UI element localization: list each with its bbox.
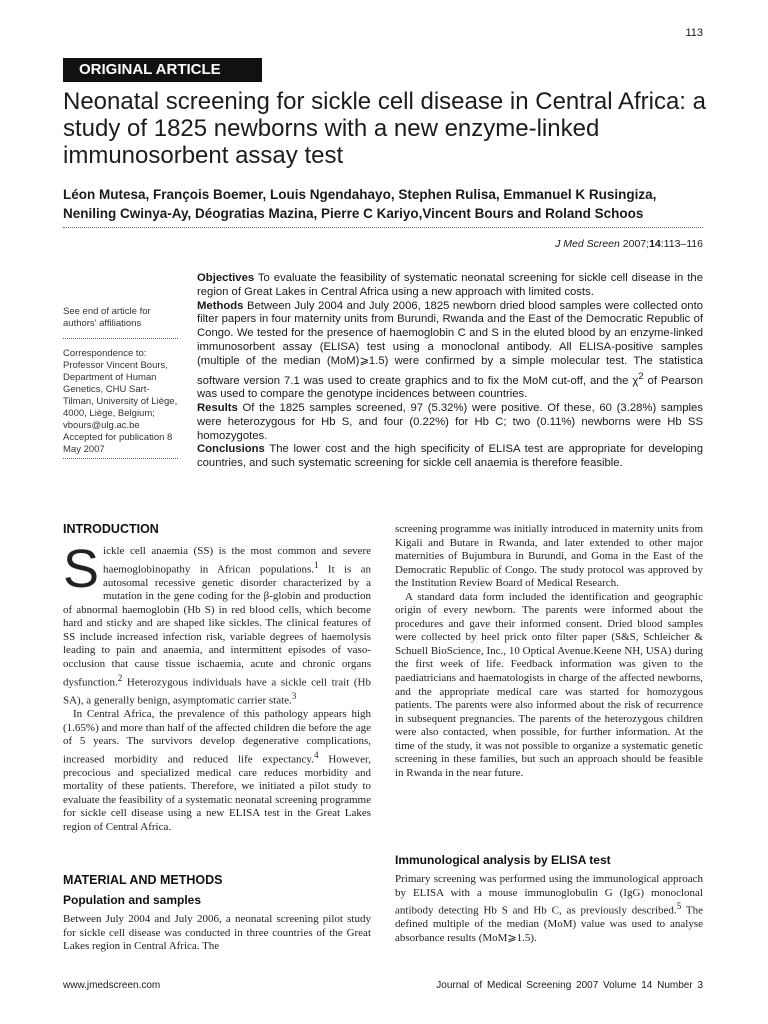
- heading-population: Population and samples: [63, 893, 202, 907]
- intro-text: In Central Africa, the prevalence of this pathology appears high (1.65%) and more than half of the affected children die before the age of 5 years. The survivors develop degenerative complications, increased morbidity and reduced life expectancy.: [63, 707, 371, 766]
- methods-paragraph-2: A standard data form included the identification and geographic origin of every newborn. The parents were informed about the procedures and gave their informed consent. Dried blood samples were collected by heel prick onto filter paper (S&S, Schleicher & Schuell BioScience, Inc., 10 Optical Avenue.Keene NH, USA) during the first week of life. Feedback information was given to the paediatricians and haematologists in charge of the affected newborns, and the appropriate medical care was started for homozygous patients. The parents were also informed about the risk of recurrence in subsequent pregnancies. The parents of the heterozygous children were also contacted, when possible, for further information. At the time of the study, it was not possible to organize a systematic genetic screening in these families, but such an approach should be feasible in Rwanda in the near future.: [395, 590, 703, 779]
- reference-mark: 2: [117, 672, 123, 683]
- reference-mark: 5: [676, 901, 682, 912]
- intro-paragraph-1: [63, 539, 371, 708]
- heading-methods: MATERIAL AND METHODS: [63, 873, 223, 887]
- population-text: Between July 2004 and July 2006, a neonatal screening pilot study for sickle cell disease was conducted in three countries of the Great Lakes region in Central Africa. The: [63, 913, 371, 953]
- abstract-conclusions: [197, 443, 703, 471]
- footer-website-link[interactable]: www.jmedscreen.com: [63, 980, 161, 991]
- abstract-methods-text-end: of Pearson was used to compare the genotype incidences between countries.: [197, 374, 703, 401]
- intro-paragraph-2: [63, 708, 371, 835]
- sidebar-correspondence: Correspondence to: Professor Vincent Bours, Department of Human Genetics, CHU Sart-Tilman, University of Liège, 4000, Liège, Belgium; vbours@ulg.ac.be: [63, 348, 178, 431]
- article-type-banner: ORIGINAL ARTICLE: [63, 58, 262, 82]
- sidebar-divider: [63, 338, 178, 339]
- article-title: Neonatal screening for sickle cell disease in Central Africa: a study of 1825 newborns with a new enzyme-linked immunosorbent assay test: [63, 88, 706, 169]
- abstract: [197, 272, 703, 471]
- intro-text: Heterozygous individuals have a sickle cell trait (Hb SA), a generally benign, asymptomatic carrier state.: [63, 676, 371, 707]
- citation-pages: :113–116: [660, 238, 703, 250]
- abstract-objectives-label: Objectives: [197, 272, 255, 284]
- abstract-methods: [197, 300, 703, 402]
- heading-immunological-analysis: Immunological analysis by ELISA test: [395, 853, 611, 867]
- reference-mark: 1: [314, 559, 319, 570]
- intro-text: ickle cell anaemia (SS) is the most common and severe haemoglobinopathy in African populations.: [103, 545, 371, 576]
- reference-mark: 4: [313, 749, 319, 760]
- drop-cap: S: [63, 539, 100, 599]
- immuno-text-start: Primary screening was performed using the immunological approach by ELISA with a mouse immunoglobulin G (IgG) monoclonal antibody detecting Hb S and Hb C, as previously described.: [395, 873, 703, 917]
- abstract-results-text: Of the 1825 samples screened, 97 (5.32%) were positive. Of these, 60 (3.28%) samples were heterozygous for Hb S, and four (0.22%) for Hb C; two (0.11%) newborns were Hb SS homozygotes.: [197, 401, 703, 442]
- citation-journal: J Med Screen: [555, 238, 620, 250]
- methods-body: [395, 523, 703, 780]
- sidebar-divider: [63, 458, 178, 459]
- immuno-text: [395, 873, 703, 945]
- heading-introduction: INTRODUCTION: [63, 522, 159, 536]
- abstract-results-label: Results: [197, 401, 238, 414]
- abstract-conclusions-text: The lower cost and the high specificity of ELISA test are appropriate for developing countries, and such systematic screening for sickle cell anaemia is therefore feasible.: [197, 443, 704, 470]
- abstract-objectives-text: To evaluate the feasibility of systematic neonatal screening for sickle cell disease in the region of Great Lakes in Central Africa using a new approach with limited costs.: [197, 272, 703, 298]
- abstract-results: [197, 402, 703, 443]
- superscript: 2: [638, 369, 644, 381]
- intro-body: [63, 539, 371, 835]
- abstract-methods-text: Between July 2004 and July 2006, 1825 newborn dried blood samples were collected onto filter papers in four maternity units from Burundi, Rwanda and the East of the Democratic Republic of Congo. We tested for the presence of haemoglobin C and S in the eluted blood by an enzyme-linked immunosorbent assay (ELISA) test using a monoclonal antibody. All ELISA-positive samples (multiple of the median (MoM)⩾1.5) were confirmed by a simple molecular test. The statistica software version 7.1 was used to create graphics and to fix the MoM cut-off, and the χ: [197, 299, 704, 387]
- reference-mark: 3: [291, 690, 297, 701]
- sidebar-accepted-date: Accepted for publication 8 May 2007: [63, 432, 173, 455]
- immuno-text-end: The defined multiple of the median (MoM) value was used to analyse absorbance results (MoM⩾1.5).: [395, 904, 703, 944]
- abstract-objectives: [197, 272, 703, 300]
- author-list: Léon Mutesa, François Boemer, Louis Ngendahayo, Stephen Rulisa, Emmanuel K Rusingiza, Neniling Cwinya-Ay, Déogratias Mazina, Pierre C Kariyo,Vincent Bours and Roland Schoos: [63, 187, 657, 221]
- footer-journal-info: Journal of Medical Screening 2007 Volume 14 Number 3: [436, 980, 703, 991]
- page-number: 113: [685, 27, 703, 39]
- sidebar-affiliations-note: See end of article for authors' affiliations: [63, 306, 151, 329]
- citation-volume: 14: [649, 238, 661, 250]
- methods-paragraph-1: screening programme was initially introduced in maternity units from Kigali and Butare in Rwanda, and later extended to other major maternities of Bujumbura in Burundi, and Goma in the East of the Democratic Republic of Congo. The study protocol was approved by the Institution Review Board of Medical Research.: [395, 523, 703, 590]
- dotted-divider: [63, 227, 703, 228]
- citation-year: 2007;: [622, 238, 650, 250]
- intro-text: However, precocious and specialized medical care reduces morbidity and mortality of these patients. Therefore, we initiated a pilot study to evaluate the feasibility of a systematic neonatal screening programme for sickle cell disease using a new ELISA test in the Great Lakes region of Central Africa.: [63, 753, 371, 834]
- abstract-conclusions-label: Conclusions: [197, 443, 265, 456]
- citation: [450, 238, 703, 250]
- intro-text: It is an autosomal recessive genetic disorder characterized by a mutation in the gene coding for the β-globin and production of abnormal haemoglobin (Hb S) in red blood cells, which become hard and sticky and are shaped like sickles. The clinical features of SS include increased infection risk, variable degrees of haemolysis leading to pain and anaemia, and intermittent episodes of vaso-occlusion that cause tissue ischaemia, acute and chronic organs dysfunction.: [63, 563, 371, 689]
- abstract-methods-label: Methods: [197, 299, 244, 312]
